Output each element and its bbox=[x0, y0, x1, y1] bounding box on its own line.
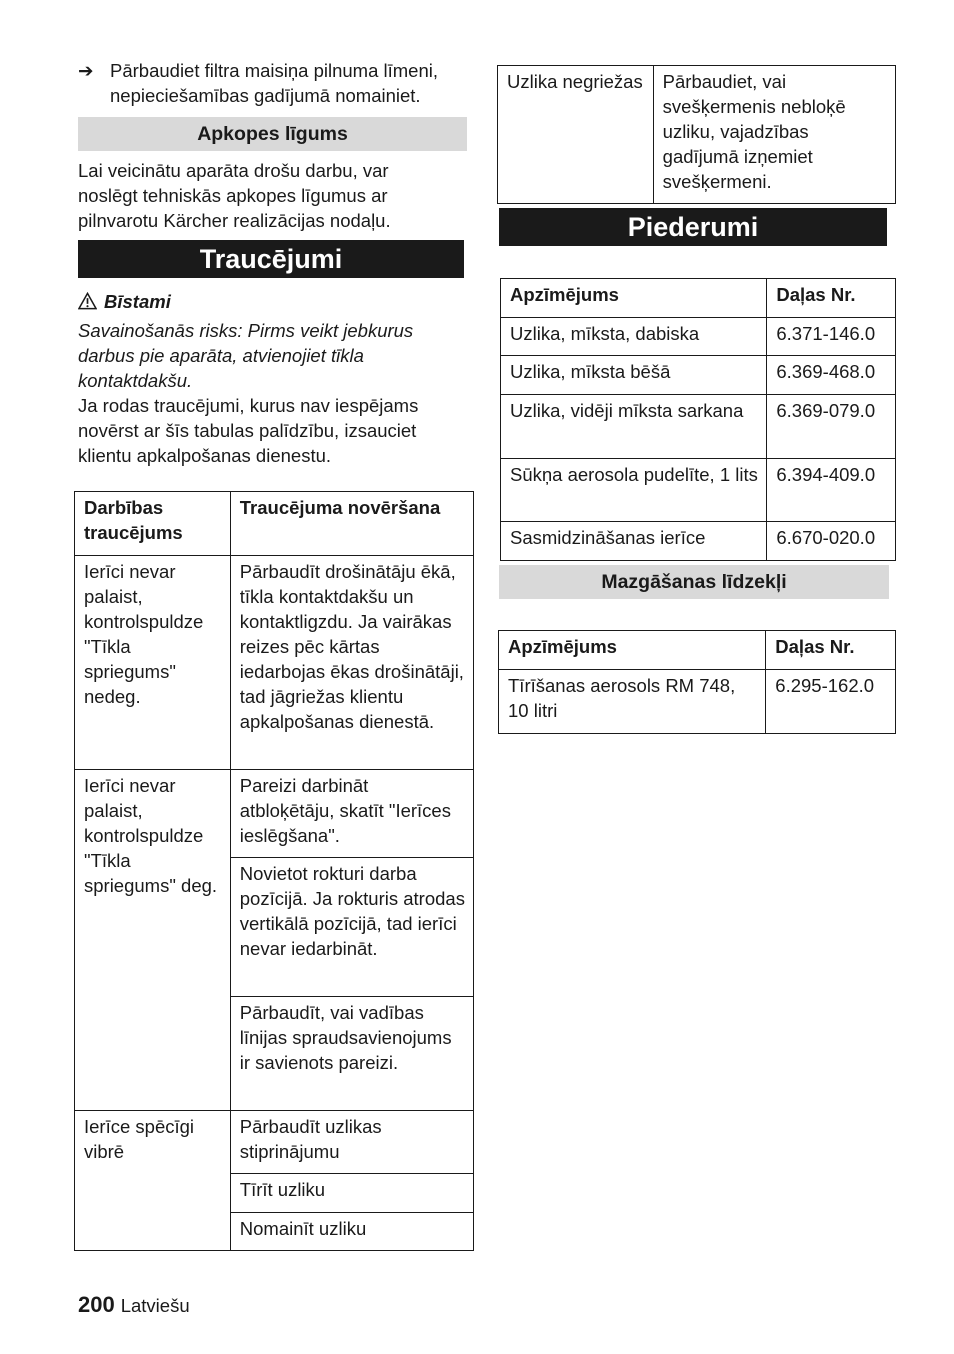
language-label: Latviešu bbox=[120, 1295, 190, 1316]
designation-cell: Sūkņa aerosola pudelīte, 1 lits bbox=[501, 459, 767, 522]
page-number: 200 bbox=[78, 1292, 115, 1317]
designation-cell: Sasmidzināšanas ierīce bbox=[501, 522, 767, 561]
remedy-cell: Tīrīt uzliku bbox=[230, 1174, 473, 1213]
table-row bbox=[501, 395, 896, 459]
table-header-row bbox=[75, 492, 474, 556]
accessories-heading: Piederumi bbox=[499, 208, 887, 246]
filter-bag-text: Pārbaudiet filtra maisiņa pilnuma līmeni, nepieciešamības gadījumā nomainiet. bbox=[110, 60, 439, 106]
part-number-cell: 6.369-079.0 bbox=[767, 395, 896, 459]
table-row bbox=[498, 66, 896, 204]
table-header-row bbox=[499, 631, 896, 670]
accessories-table bbox=[500, 278, 896, 561]
designation-cell: Uzlika, vidēji mīksta sarkana bbox=[501, 395, 767, 459]
part-number-column-header: Daļas Nr. bbox=[766, 631, 896, 670]
designation-cell: Uzlika, mīksta bēšā bbox=[501, 356, 767, 395]
remedy-cell: Pārbaudīt drošinātāju ēkā, tīkla kontaktdakšu un kontaktligzdu. Ja vairākas reizes pēc kārtas iedarbojas ēkas drošinātāji, tad jāgriežas klientu apkalpošanas dienestā. bbox=[230, 556, 473, 770]
remedy-cell: Pārbaudīt, vai vadības līnijas spraudsavienojums ir savienots pareizi. bbox=[230, 997, 473, 1111]
designation-column-header: Apzīmējums bbox=[501, 279, 767, 318]
fault-table-continued bbox=[497, 65, 896, 204]
warning-triangle-icon bbox=[78, 292, 97, 310]
fault-cell: Ierīci nevar palaist, kontrolspuldze "Tīkla spriegums" deg. bbox=[75, 770, 231, 1111]
remedy-cell: Novietot rokturi darba pozīcijā. Ja rokturis atrodas vertikālā pozīcijā, tad ierīci nevar iedarbināt. bbox=[230, 858, 473, 997]
part-number-cell: 6.369-468.0 bbox=[767, 356, 896, 395]
warning-title bbox=[78, 289, 171, 314]
part-number-cell: 6.394-409.0 bbox=[767, 459, 896, 522]
table-row bbox=[501, 522, 896, 561]
table-row bbox=[75, 770, 474, 858]
remedy-cell: Pārbaudīt uzlikas stiprinājumu bbox=[230, 1111, 473, 1174]
filter-bag-instruction bbox=[78, 58, 478, 108]
detergents-table bbox=[498, 630, 896, 734]
part-number-cell: 6.371-146.0 bbox=[767, 318, 896, 356]
designation-cell: Tīrīšanas aerosols RM 748, 10 litri bbox=[499, 670, 766, 734]
designation-column-header: Apzīmējums bbox=[499, 631, 766, 670]
maintenance-heading: Apkopes līgums bbox=[78, 117, 467, 151]
designation-cell: Uzlika, mīksta, dabiska bbox=[501, 318, 767, 356]
maintenance-text: Lai veicinātu aparāta drošu darbu, var noslēgt tehniskās apkopes līgumus ar pilnvarotu Kärcher realizācijas nodaļu. bbox=[78, 160, 391, 231]
fault-cell: Ierīci nevar palaist, kontrolspuldze "Tīkla spriegums" nedeg. bbox=[75, 556, 231, 770]
remedy-column-header: Traucējuma novēršana bbox=[230, 492, 473, 556]
detergents-heading: Mazgāšanas līdzekļi bbox=[499, 565, 889, 599]
table-row bbox=[75, 556, 474, 770]
arrow-right-icon: ➔ bbox=[78, 60, 94, 81]
remedy-cell: Pareizi darbināt atbloķētāju, skatīt "Ierīces ieslēgšana". bbox=[230, 770, 473, 858]
table-header-row bbox=[501, 279, 896, 318]
table-row bbox=[75, 1111, 474, 1174]
fault-cell: Uzlika negriežas bbox=[498, 66, 654, 204]
table-row bbox=[501, 356, 896, 395]
table-row bbox=[501, 318, 896, 356]
faults-intro: Ja rodas traucējumi, kurus nav iespējams novērst ar šīs tabulas palīdzību, izsauciet klientu apkalpošanas dienestu. bbox=[78, 395, 419, 466]
warning-title-text: Bīstami bbox=[104, 291, 171, 312]
part-number-column-header: Daļas Nr. bbox=[767, 279, 896, 318]
fault-column-header: Darbības traucējums bbox=[75, 492, 231, 556]
page-footer bbox=[78, 1292, 190, 1318]
part-number-cell: 6.670-020.0 bbox=[767, 522, 896, 561]
remedy-cell: Nomainīt uzliku bbox=[230, 1213, 473, 1251]
part-number-cell: 6.295-162.0 bbox=[766, 670, 896, 734]
remedy-cell: Pārbaudiet, vai svešķermenis nebloķē uzliku, vajadzības gadījumā izņemiet svešķermeni. bbox=[653, 66, 895, 204]
warning-text: Savainošanās risks: Pirms veikt jebkurus darbus pie aparāta, atvienojiet tīkla kontaktdakšu. bbox=[78, 320, 414, 391]
fault-cell: Ierīce spēcīgi vibrē bbox=[75, 1111, 231, 1251]
faults-heading: Traucējumi bbox=[78, 240, 464, 278]
fault-table bbox=[74, 491, 474, 1251]
table-row bbox=[501, 459, 896, 522]
table-row bbox=[499, 670, 896, 734]
